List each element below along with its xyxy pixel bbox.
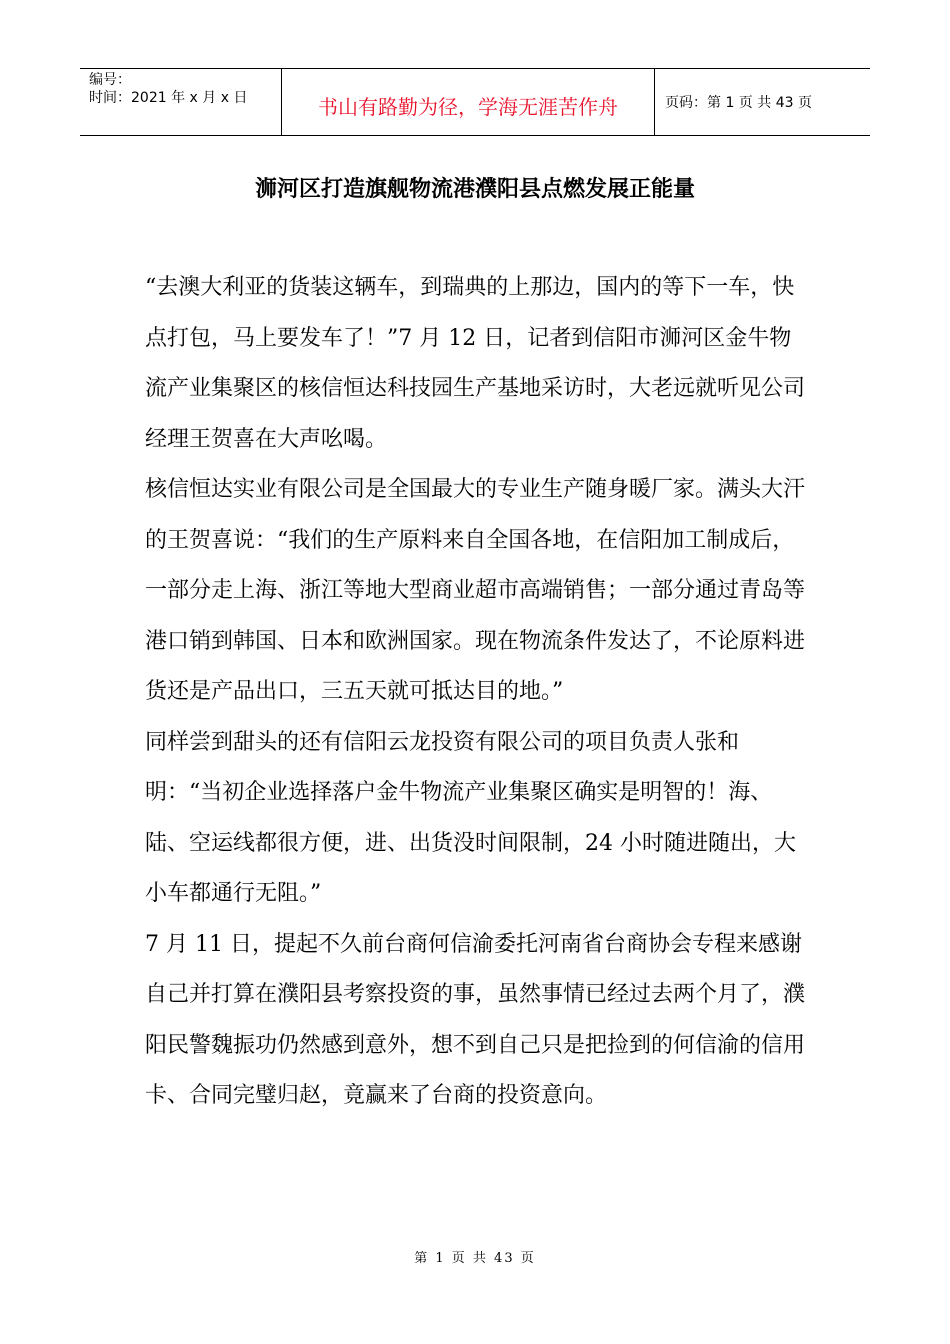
paragraph: “去澳大利亚的货装这辆车，到瑞典的上那边，国内的等下一车，快点打包，马上要发车了！”7 月 12 日，记者到信阳市浉河区金牛物流产业集聚区的核信恒达科技园生产基地采访时，大老远就听见公司经理王贺喜在大声吆喝。	[145, 275, 806, 452]
number-label: 编号：	[89, 72, 131, 88]
document-title: 浉河区打造旗舰物流港濮阳县点燃发展正能量	[254, 176, 695, 202]
paragraph: 7 月 11 日，提起不久前台商何信渝委托河南省台商协会专程来感谢自己并打算在濮阳县考察投资的事，虽然事情已经过去两个月了，濮阳民警魏振功仍然感到意外，想不到自己只是把捡到的何信渝的信用卡、合同完璧归赵，竟赢来了台商的投资意向。	[145, 931, 806, 1108]
header-motto-cell	[282, 69, 655, 135]
header-page-cell	[655, 69, 870, 135]
paragraph: 同样尝到甜头的还有信阳云龙投资有限公司的项目负责人张和明：“当初企业选择落户金牛物流产业集聚区确实是明智的！海、陆、空运线都很方便，进、出货没时间限制，24 小时随进随出，大小车都通行无阻。”	[145, 729, 796, 906]
time-label: 时间：2021 年 x 月 x 日	[89, 90, 248, 106]
document-body	[145, 263, 813, 1122]
motto-text: 书山有路勤为径，学海无涯苦作舟	[318, 94, 618, 119]
page-footer: 第 1 页 共 43 页	[414, 1251, 536, 1266]
header-meta-cell	[80, 69, 282, 135]
page-info: 页码：第 1 页 共 43 页	[665, 95, 812, 111]
paragraph: 核信恒达实业有限公司是全国最大的专业生产随身暖厂家。满头大汗的王贺喜说：“我们的生产原料来自全国各地，在信阳加工制成后，一部分走上海、浙江等地大型商业超市高端销售；一部分通过青岛等港口销到韩国、日本和欧洲国家。现在物流条件发达了，不论原料进货还是产品出口，三五天就可抵达目的地。”	[145, 477, 806, 704]
document-header	[80, 68, 870, 136]
